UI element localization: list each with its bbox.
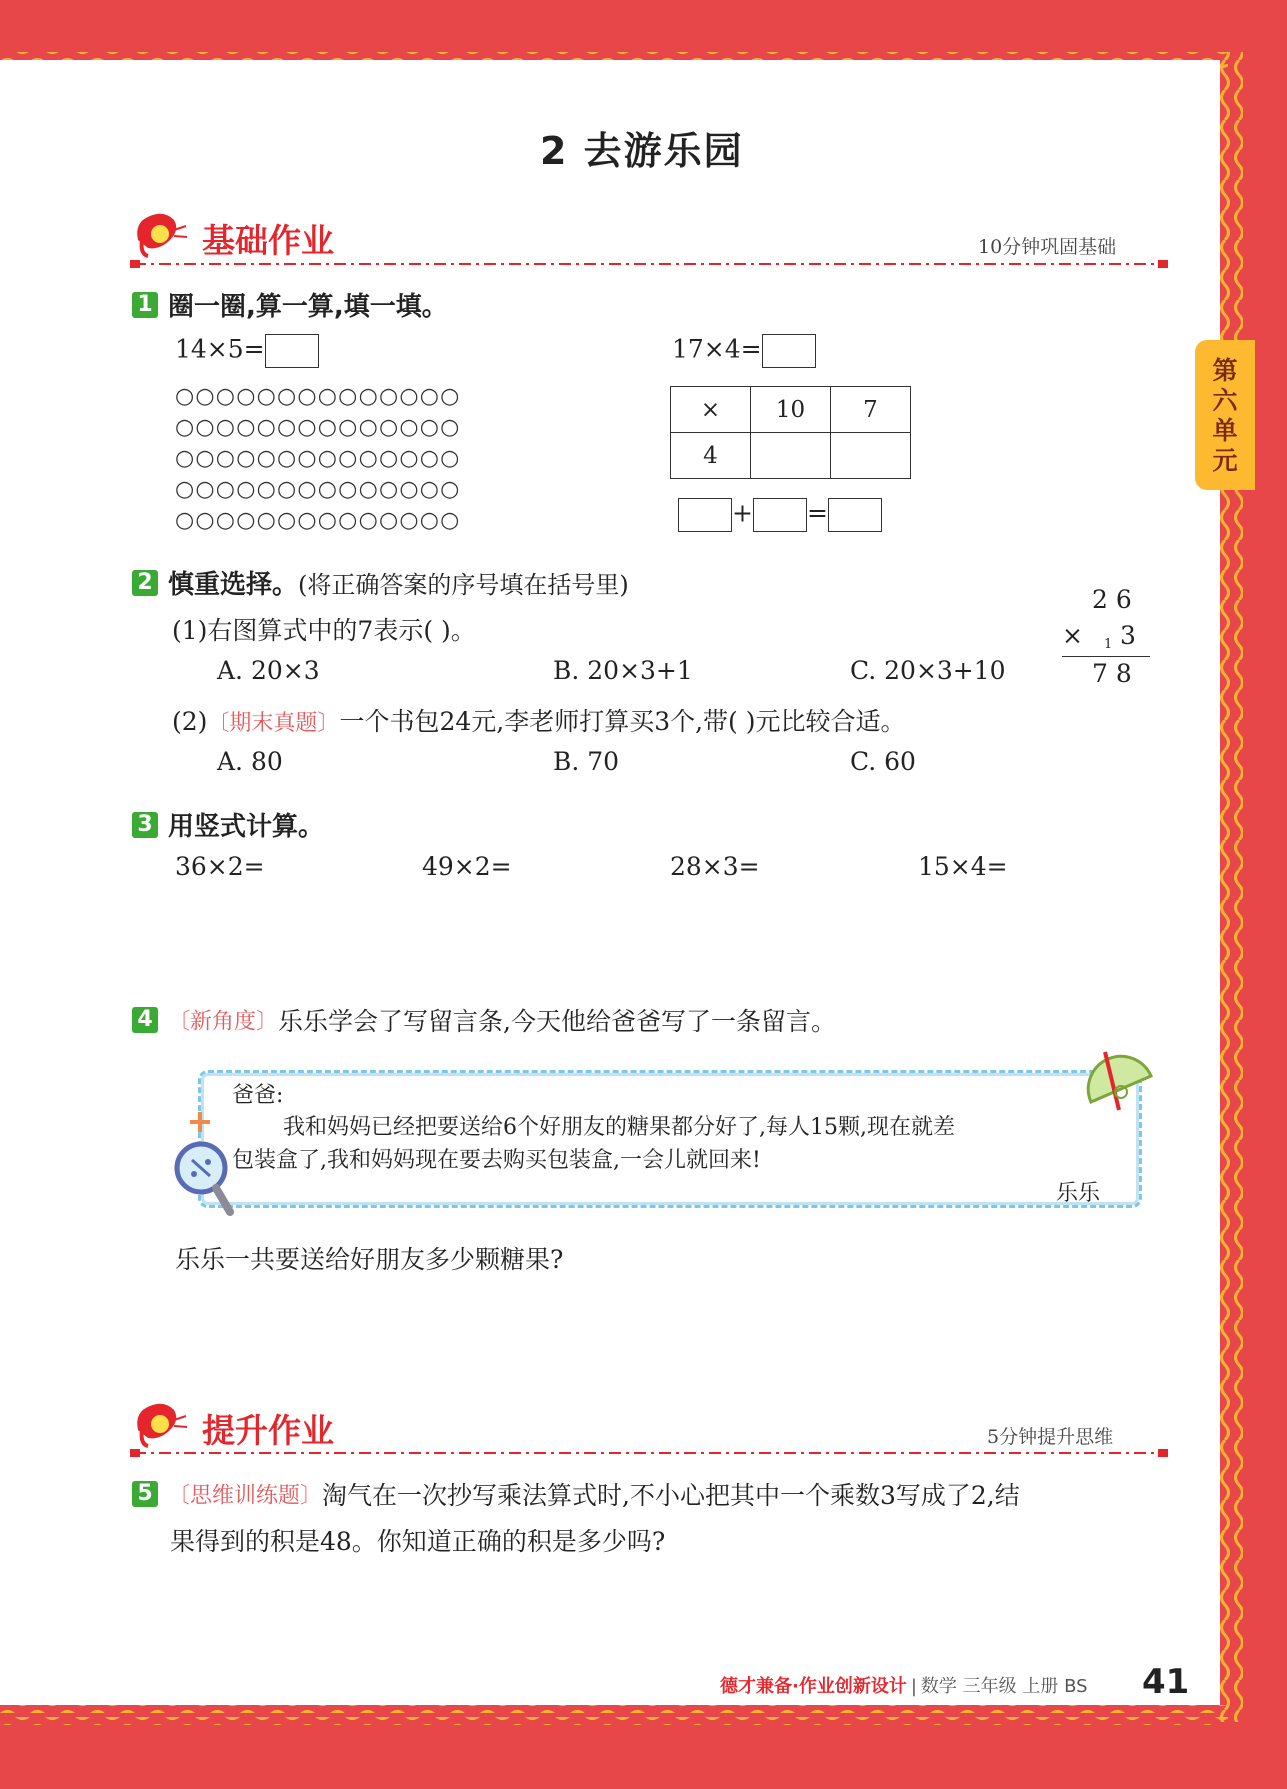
q2-sub1: (1)右图算式中的7表示( )。 xyxy=(172,616,476,645)
footer-brand: 德才兼备·作业创新设计 xyxy=(720,1676,907,1697)
q2-sub1-option-c[interactable]: C. 20×3+10 xyxy=(850,656,1006,685)
question-text: 圈一圈,算一算,填一填。 xyxy=(168,292,448,322)
q2-sub1-option-b[interactable]: B. 20×3+1 xyxy=(553,656,693,685)
vertical-times-sign: × xyxy=(1062,621,1083,650)
circle-row: ○○○○○○○○○○○○○○ xyxy=(175,508,461,533)
question-1 xyxy=(132,286,448,323)
question-4 xyxy=(132,1002,836,1038)
table-corner: × xyxy=(671,387,751,433)
q2-sub1-option-a[interactable]: A. 20×3 xyxy=(217,656,320,685)
multiplication-table xyxy=(670,386,911,479)
section-basic-heading: 基础作业 xyxy=(202,221,334,260)
question-text-continued: 果得到的积是48。你知道正确的积是多少吗? xyxy=(170,1527,666,1556)
mascot-icon xyxy=(130,210,190,260)
note-signature: 乐乐 xyxy=(1056,1181,1101,1206)
section-advanced-note: 5分钟提升思维 xyxy=(987,1426,1114,1448)
q2-sub2-option-a[interactable]: A. 80 xyxy=(217,747,283,776)
circle-row: ○○○○○○○○○○○○○○ xyxy=(175,477,461,502)
circle-row: ○○○○○○○○○○○○○○ xyxy=(175,415,461,440)
expr-text: 17×4= xyxy=(672,334,762,364)
unit-tab xyxy=(1195,340,1255,490)
q2-sub2-option-c[interactable]: C. 60 xyxy=(850,747,916,776)
sum-equation xyxy=(678,498,882,532)
question-text: 乐乐学会了写留言条,今天他给爸爸写了一条留言。 xyxy=(278,1007,836,1036)
sub-number: (2) xyxy=(172,707,208,736)
section-divider xyxy=(130,258,1170,270)
question-number: 5 xyxy=(132,1481,158,1507)
answer-box[interactable] xyxy=(678,498,732,532)
section-divider xyxy=(130,1447,1170,1459)
q3-expr: 28×3= xyxy=(670,852,760,881)
answer-box[interactable] xyxy=(762,334,816,368)
q3-expr: 15×4= xyxy=(918,852,1008,881)
table-header-cell: 7 xyxy=(831,387,911,433)
footer xyxy=(720,1672,1088,1698)
table-header-cell: 10 xyxy=(751,387,831,433)
question-text: 用竖式计算。 xyxy=(168,812,325,842)
q2-sub2-option-b[interactable]: B. 70 xyxy=(553,747,620,776)
answer-box[interactable] xyxy=(828,498,882,532)
circle-row: ○○○○○○○○○○○○○○ xyxy=(175,446,461,471)
question-instruction: (将正确答案的序号填在括号里) xyxy=(298,571,629,599)
question-number: 3 xyxy=(132,812,158,838)
answer-box[interactable] xyxy=(265,334,319,368)
unit-tab-label: 第六单元 xyxy=(1212,356,1238,475)
page-title: 2 去游乐园 xyxy=(540,129,744,173)
q4-question: 乐乐一共要送给好朋友多少颗糖果? xyxy=(175,1245,564,1274)
footer-separator: | xyxy=(910,1676,917,1697)
circle-grid xyxy=(175,381,461,536)
expr-text: 14×5= xyxy=(175,334,265,364)
vertical-multiplicand: 2 6 xyxy=(1092,585,1132,614)
question-number: 2 xyxy=(132,570,158,596)
plus-sign: + xyxy=(732,498,753,528)
q1-right-expression xyxy=(672,334,816,368)
q3-expr: 49×2= xyxy=(422,852,512,881)
exam-tag: 〔期末真题〕 xyxy=(207,711,340,736)
protractor-icon xyxy=(1085,1046,1157,1116)
question-number: 1 xyxy=(132,292,158,318)
q3-expr: 36×2= xyxy=(175,852,265,881)
magnifier-icon xyxy=(168,1108,240,1228)
q2-sub2 xyxy=(172,702,906,738)
answer-box[interactable] xyxy=(753,498,807,532)
thinking-tag: 〔思维训练题〕 xyxy=(168,1483,323,1509)
vertical-rule xyxy=(1062,656,1150,657)
vertical-carry: 1 xyxy=(1104,637,1113,652)
vertical-product: 7 8 xyxy=(1092,659,1132,688)
question-5 xyxy=(132,1476,1020,1512)
q1-left-expression xyxy=(175,334,319,368)
question-3 xyxy=(132,806,324,843)
page-number: 41 xyxy=(1142,1662,1190,1702)
question-2 xyxy=(132,564,629,601)
note-greeting: 爸爸: xyxy=(232,1083,284,1108)
equals-sign: = xyxy=(806,498,828,528)
table-answer-cell[interactable] xyxy=(831,433,911,479)
table-answer-cell[interactable] xyxy=(751,433,831,479)
table-row-header: 4 xyxy=(671,433,751,479)
new-angle-tag: 〔新角度〕 xyxy=(168,1009,279,1035)
question-text: 淘气在一次抄写乘法算式时,不小心把其中一个乘数3写成了2,结 xyxy=(322,1481,1020,1510)
circle-row: ○○○○○○○○○○○○○○ xyxy=(175,384,461,409)
vertical-multiplication xyxy=(1062,585,1152,695)
vertical-multiplier: 3 xyxy=(1120,621,1136,650)
footer-info: 数学 三年级 上册 BS xyxy=(920,1676,1088,1697)
mascot-icon xyxy=(130,1400,190,1450)
note-line: 我和妈妈已经把要送给6个好朋友的糖果都分好了,每人15颗,现在就差 xyxy=(283,1115,955,1140)
question-text: 慎重选择。 xyxy=(168,570,299,600)
sub-text: 一个书包24元,李老师打算买3个,带( )元比较合适。 xyxy=(339,707,906,736)
question-number: 4 xyxy=(132,1007,158,1033)
section-basic-note: 10分钟巩固基础 xyxy=(978,236,1117,258)
section-advanced-heading: 提升作业 xyxy=(202,1411,334,1450)
note-line: 包装盒了,我和妈妈现在要去购买包装盒,一会儿就回来! xyxy=(232,1148,761,1173)
